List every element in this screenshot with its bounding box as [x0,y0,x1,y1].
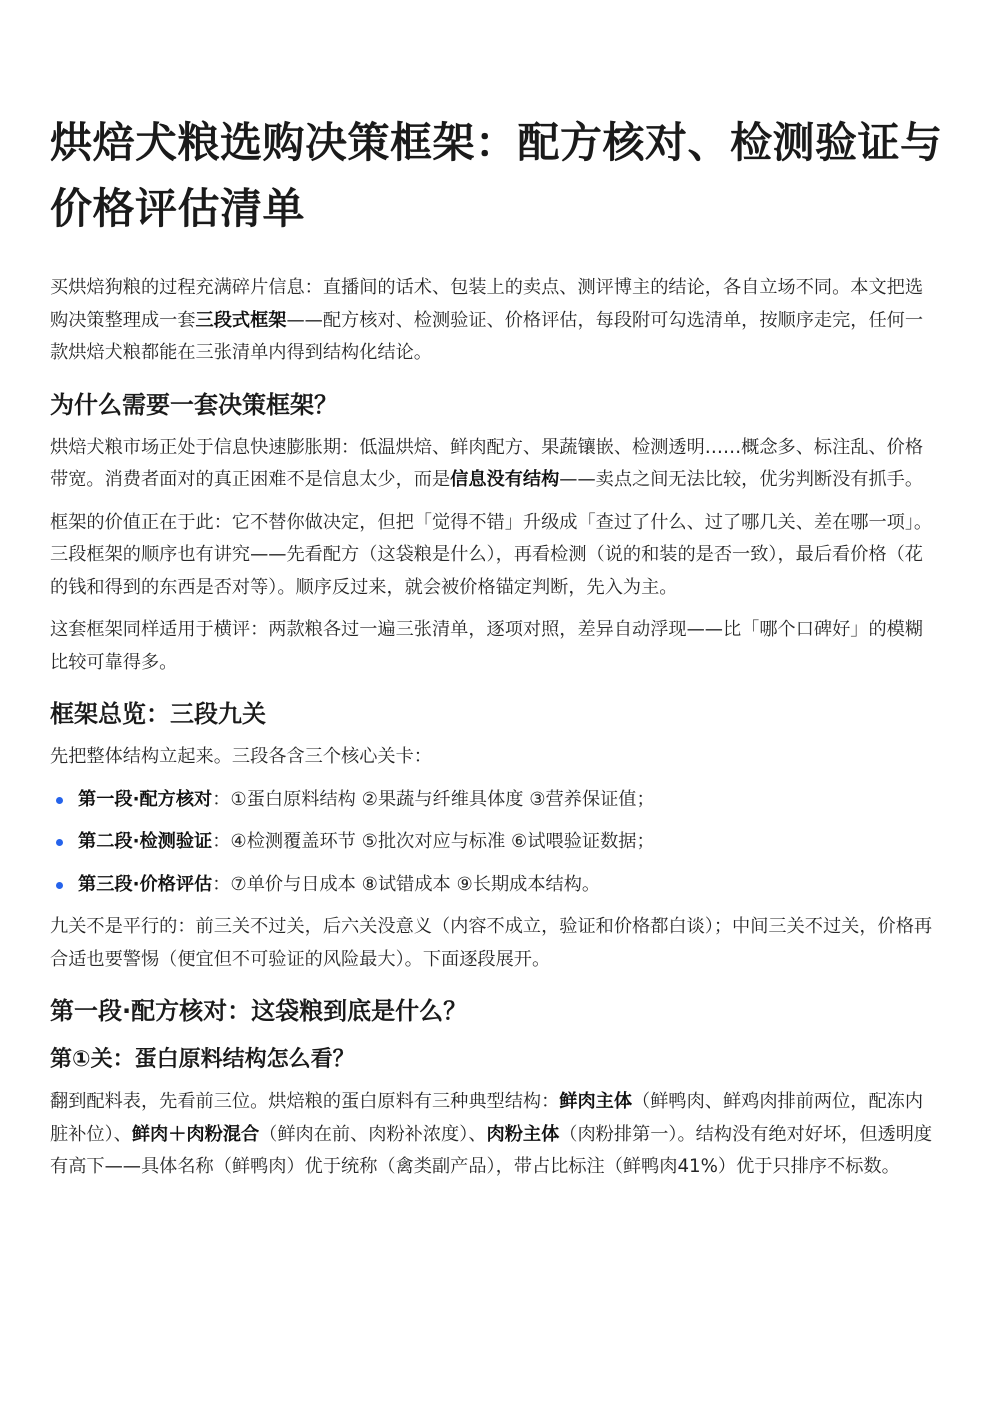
list-item-text: ：①蛋白原料结构 ②果蔬与纤维具体度 ③营养保证值； [212,788,655,810]
overview-list [50,784,933,902]
section-heading-overview: 框架总览：三段九关 [50,700,266,728]
protein-bold: 鲜肉＋肉粉混合 [131,1123,260,1145]
protein-text: 翻到配料表，先看前三位。烘焙粮的蛋白原料有三种典型结构： [50,1091,560,1112]
why-text: ——卖点之间无法比较，优劣判断没有抓手。 [559,469,924,490]
bullet-icon [56,882,63,889]
sub-heading-protein: 第①关：蛋白原料结构怎么看？ [50,1047,355,1072]
bullet-icon [56,839,63,846]
intro-text: 买烘焙狗粮的过程充满碎片信息：直播间的话术、包装上的卖点、测评博主的结论，各自立场不同。本文把选购决策整理成一套 [50,277,924,331]
list-item-label: 第三段·价格评估 [78,873,213,895]
list-item [50,826,933,859]
list-item [50,869,933,902]
intro-paragraph [50,272,933,370]
list-item-text: ：⑦单价与日成本 ⑧试错成本 ⑨长期成本结构。 [212,873,601,895]
protein-paragraph [50,1086,933,1184]
article-body [50,272,933,1194]
protein-bold: 肉粉主体 [486,1123,560,1145]
overview-note: 九关不是平行的：前三关不过关，后六关没意义（内容不成立，验证和价格都白谈）；中间三关不过关，价格再合适也要警惕（便宜但不可验证的风险最大）。下面逐段展开。 [50,916,933,970]
protein-text: （鲜鸭肉、鲜鸡肉排前两位，配冻内脏补位）、 [50,1091,924,1145]
bullet-icon [56,797,63,804]
protein-text: （鲜肉在前、肉粉补浓度）、 [259,1123,487,1145]
list-item [50,784,933,817]
why-paragraph-3: 这套框架同样适用于横评：两款粮各过一遍三张清单，逐项对照，差异自动浮现——比「哪个口碑好」的模糊比较可靠得多。 [50,619,924,673]
why-paragraph-1 [50,432,933,497]
intro-text: ——配方核对、检测验证、价格评估，每段附可勾选清单，按顺序走完，任何一款烘焙犬粮都能在三张清单内得到结构化结论。 [50,309,924,363]
section-heading-one: 第一段·配方核对：这袋粮到底是什么？ [50,997,468,1025]
section-heading-why: 为什么需要一套决策框架？ [50,390,338,419]
protein-bold: 鲜肉主体 [559,1091,633,1112]
intro-bold: 三段式框架 [195,309,287,331]
overview-lead: 先把整体结构立起来。三段各含三个核心关卡： [50,746,432,767]
list-item-label: 第一段·配方核对 [78,788,213,810]
protein-text: （肉粉排第一）。结构没有绝对好坏，但透明度有高下——具体名称（鲜鸭肉）优于统称（禽类副产品），带占比标注（鲜鸭肉41%）优于只排序不标数。 [50,1123,933,1177]
list-item-label: 第二段·检测验证 [78,831,213,852]
why-paragraph-2: 框架的价值正在于此：它不替你做决定，但把「觉得不错」升级成「查过了什么、过了哪几关、差在哪一项」。三段框架的顺序也有讲究——先看配方（这袋粮是什么），再看检测（说的和装的是否一致），最后看价格（花的钱和得到的东西是否对等）。顺序反过来，就会被价格锚定判断，先入为主。 [50,511,933,598]
list-item-text: ：④检测覆盖环节 ⑤批次对应与标准 ⑥试喂验证数据； [212,831,655,852]
page-title: 烘焙犬粮选购决策框架：配方核对、检测验证与价格评估清单 [50,118,943,233]
why-text: 烘焙犬粮市场正处于信息快速膨胀期：低温烘焙、鲜肉配方、果蔬镶嵌、检测透明……概念多、标注乱、价格带宽。消费者面对的真正困难不是信息太少，而是 [50,436,924,490]
why-bold: 信息没有结构 [450,469,560,490]
